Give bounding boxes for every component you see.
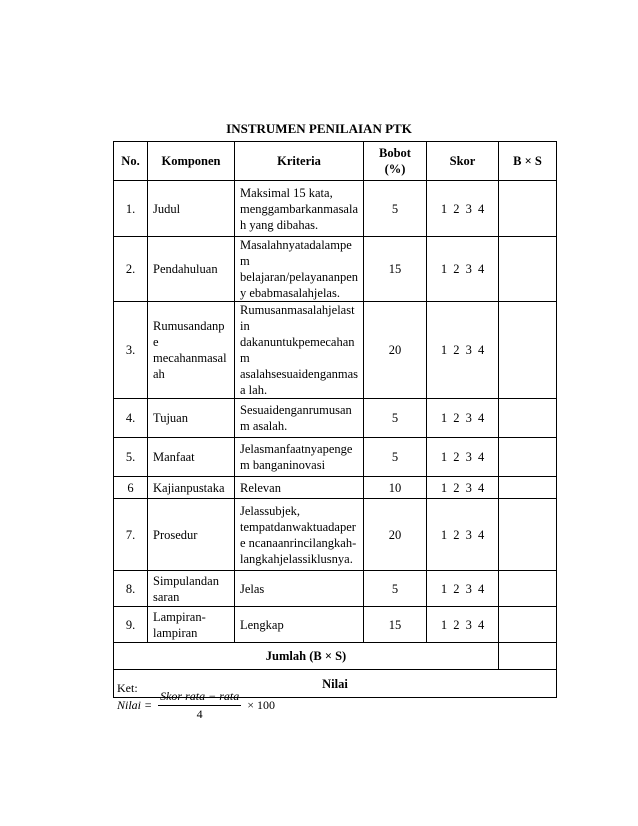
row-komponen: Judul xyxy=(148,181,235,237)
row-bxs-cell[interactable] xyxy=(499,571,557,607)
row-skor: 1 2 3 4 xyxy=(427,302,499,399)
header-skor: Skor xyxy=(427,142,499,181)
formula-fraction xyxy=(158,689,241,722)
row-skor: 1 2 3 4 xyxy=(427,477,499,499)
row-skor: 1 2 3 4 xyxy=(427,399,499,438)
row-skor: 1 2 3 4 xyxy=(427,607,499,643)
row-no: 2. xyxy=(114,237,148,302)
row-bxs-cell[interactable] xyxy=(499,607,557,643)
row-bobot: 5 xyxy=(364,181,427,237)
row-skor: 1 2 3 4 xyxy=(427,571,499,607)
table-row xyxy=(114,499,557,571)
row-no: 1. xyxy=(114,181,148,237)
table-header-row xyxy=(114,142,557,181)
header-bxs: B × S xyxy=(499,142,557,181)
formula-lhs: Nilai = xyxy=(117,697,153,712)
row-komponen: Kajianpustaka xyxy=(148,477,235,499)
table-row xyxy=(114,181,557,237)
row-bobot: 5 xyxy=(364,438,427,477)
row-kriteria: Rumusanmasalahjelastin dakanuntukpemecahanm asalahsesuaidenganmasa lah. xyxy=(235,302,364,399)
row-kriteria: Sesuaidenganrumusanm asalah. xyxy=(235,399,364,438)
ket-label: Ket: xyxy=(117,681,138,695)
row-bxs-cell[interactable] xyxy=(499,499,557,571)
formula-numerator: Skor rata − rata xyxy=(158,689,241,706)
table-row xyxy=(114,571,557,607)
row-komponen: Manfaat xyxy=(148,438,235,477)
row-bobot: 5 xyxy=(364,399,427,438)
assessment-table xyxy=(113,141,557,698)
row-no: 5. xyxy=(114,438,148,477)
row-kriteria: Maksimal 15 kata, menggambarkanmasalah yang dibahas. xyxy=(235,181,364,237)
row-bobot: 20 xyxy=(364,499,427,571)
formula-multiplier: × 100 xyxy=(247,697,275,712)
row-bobot: 5 xyxy=(364,571,427,607)
jumlah-value-cell[interactable] xyxy=(499,643,557,670)
row-bxs-cell[interactable] xyxy=(499,181,557,237)
row-bobot: 20 xyxy=(364,302,427,399)
row-no: 9. xyxy=(114,607,148,643)
table-row xyxy=(114,607,557,643)
page-title: INSTRUMEN PENILAIAN PTK xyxy=(226,121,412,136)
row-komponen: Tujuan xyxy=(148,399,235,438)
row-no: 6 xyxy=(114,477,148,499)
row-skor: 1 2 3 4 xyxy=(427,237,499,302)
row-komponen: Prosedur xyxy=(148,499,235,571)
row-kriteria: Masalahnyatadalampem belajaran/pelayananpeny ebabmasalahjelas. xyxy=(235,237,364,302)
header-bobot: Bobot (%) xyxy=(364,142,427,181)
row-kriteria: Relevan xyxy=(235,477,364,499)
row-bxs-cell[interactable] xyxy=(499,302,557,399)
row-bxs-cell[interactable] xyxy=(499,438,557,477)
nilai-formula xyxy=(117,690,275,720)
table-row xyxy=(114,399,557,438)
row-skor: 1 2 3 4 xyxy=(427,181,499,237)
row-komponen: Pendahuluan xyxy=(148,237,235,302)
header-kriteria: Kriteria xyxy=(235,142,364,181)
formula-denominator: 4 xyxy=(196,706,203,721)
row-kriteria: Lengkap xyxy=(235,607,364,643)
row-komponen: Rumusandanpe mecahanmasal ah xyxy=(148,302,235,399)
row-bxs-cell[interactable] xyxy=(499,237,557,302)
table-row xyxy=(114,237,557,302)
row-kriteria: Jelasmanfaatnyapengem banganinovasi xyxy=(235,438,364,477)
row-komponen: Simpulandan saran xyxy=(148,571,235,607)
row-kriteria: Jelas xyxy=(235,571,364,607)
table-row xyxy=(114,438,557,477)
row-bxs-cell[interactable] xyxy=(499,477,557,499)
row-skor: 1 2 3 4 xyxy=(427,499,499,571)
table-row xyxy=(114,477,557,499)
nilai-label: Nilai xyxy=(114,670,557,698)
header-no: No. xyxy=(114,142,148,181)
header-komponen: Komponen xyxy=(148,142,235,181)
row-no: 8. xyxy=(114,571,148,607)
row-no: 7. xyxy=(114,499,148,571)
row-kriteria: Jelassubjek, tempatdanwaktuadapere ncanaanrincilangkah- langkahjelassiklusnya. xyxy=(235,499,364,571)
jumlah-row xyxy=(114,643,557,670)
row-komponen: Lampiran- lampiran xyxy=(148,607,235,643)
row-bobot: 15 xyxy=(364,607,427,643)
row-no: 3. xyxy=(114,302,148,399)
row-bxs-cell[interactable] xyxy=(499,399,557,438)
row-bobot: 15 xyxy=(364,237,427,302)
table-row xyxy=(114,302,557,399)
row-skor: 1 2 3 4 xyxy=(427,438,499,477)
jumlah-label: Jumlah (B × S) xyxy=(114,643,499,670)
row-no: 4. xyxy=(114,399,148,438)
row-bobot: 10 xyxy=(364,477,427,499)
